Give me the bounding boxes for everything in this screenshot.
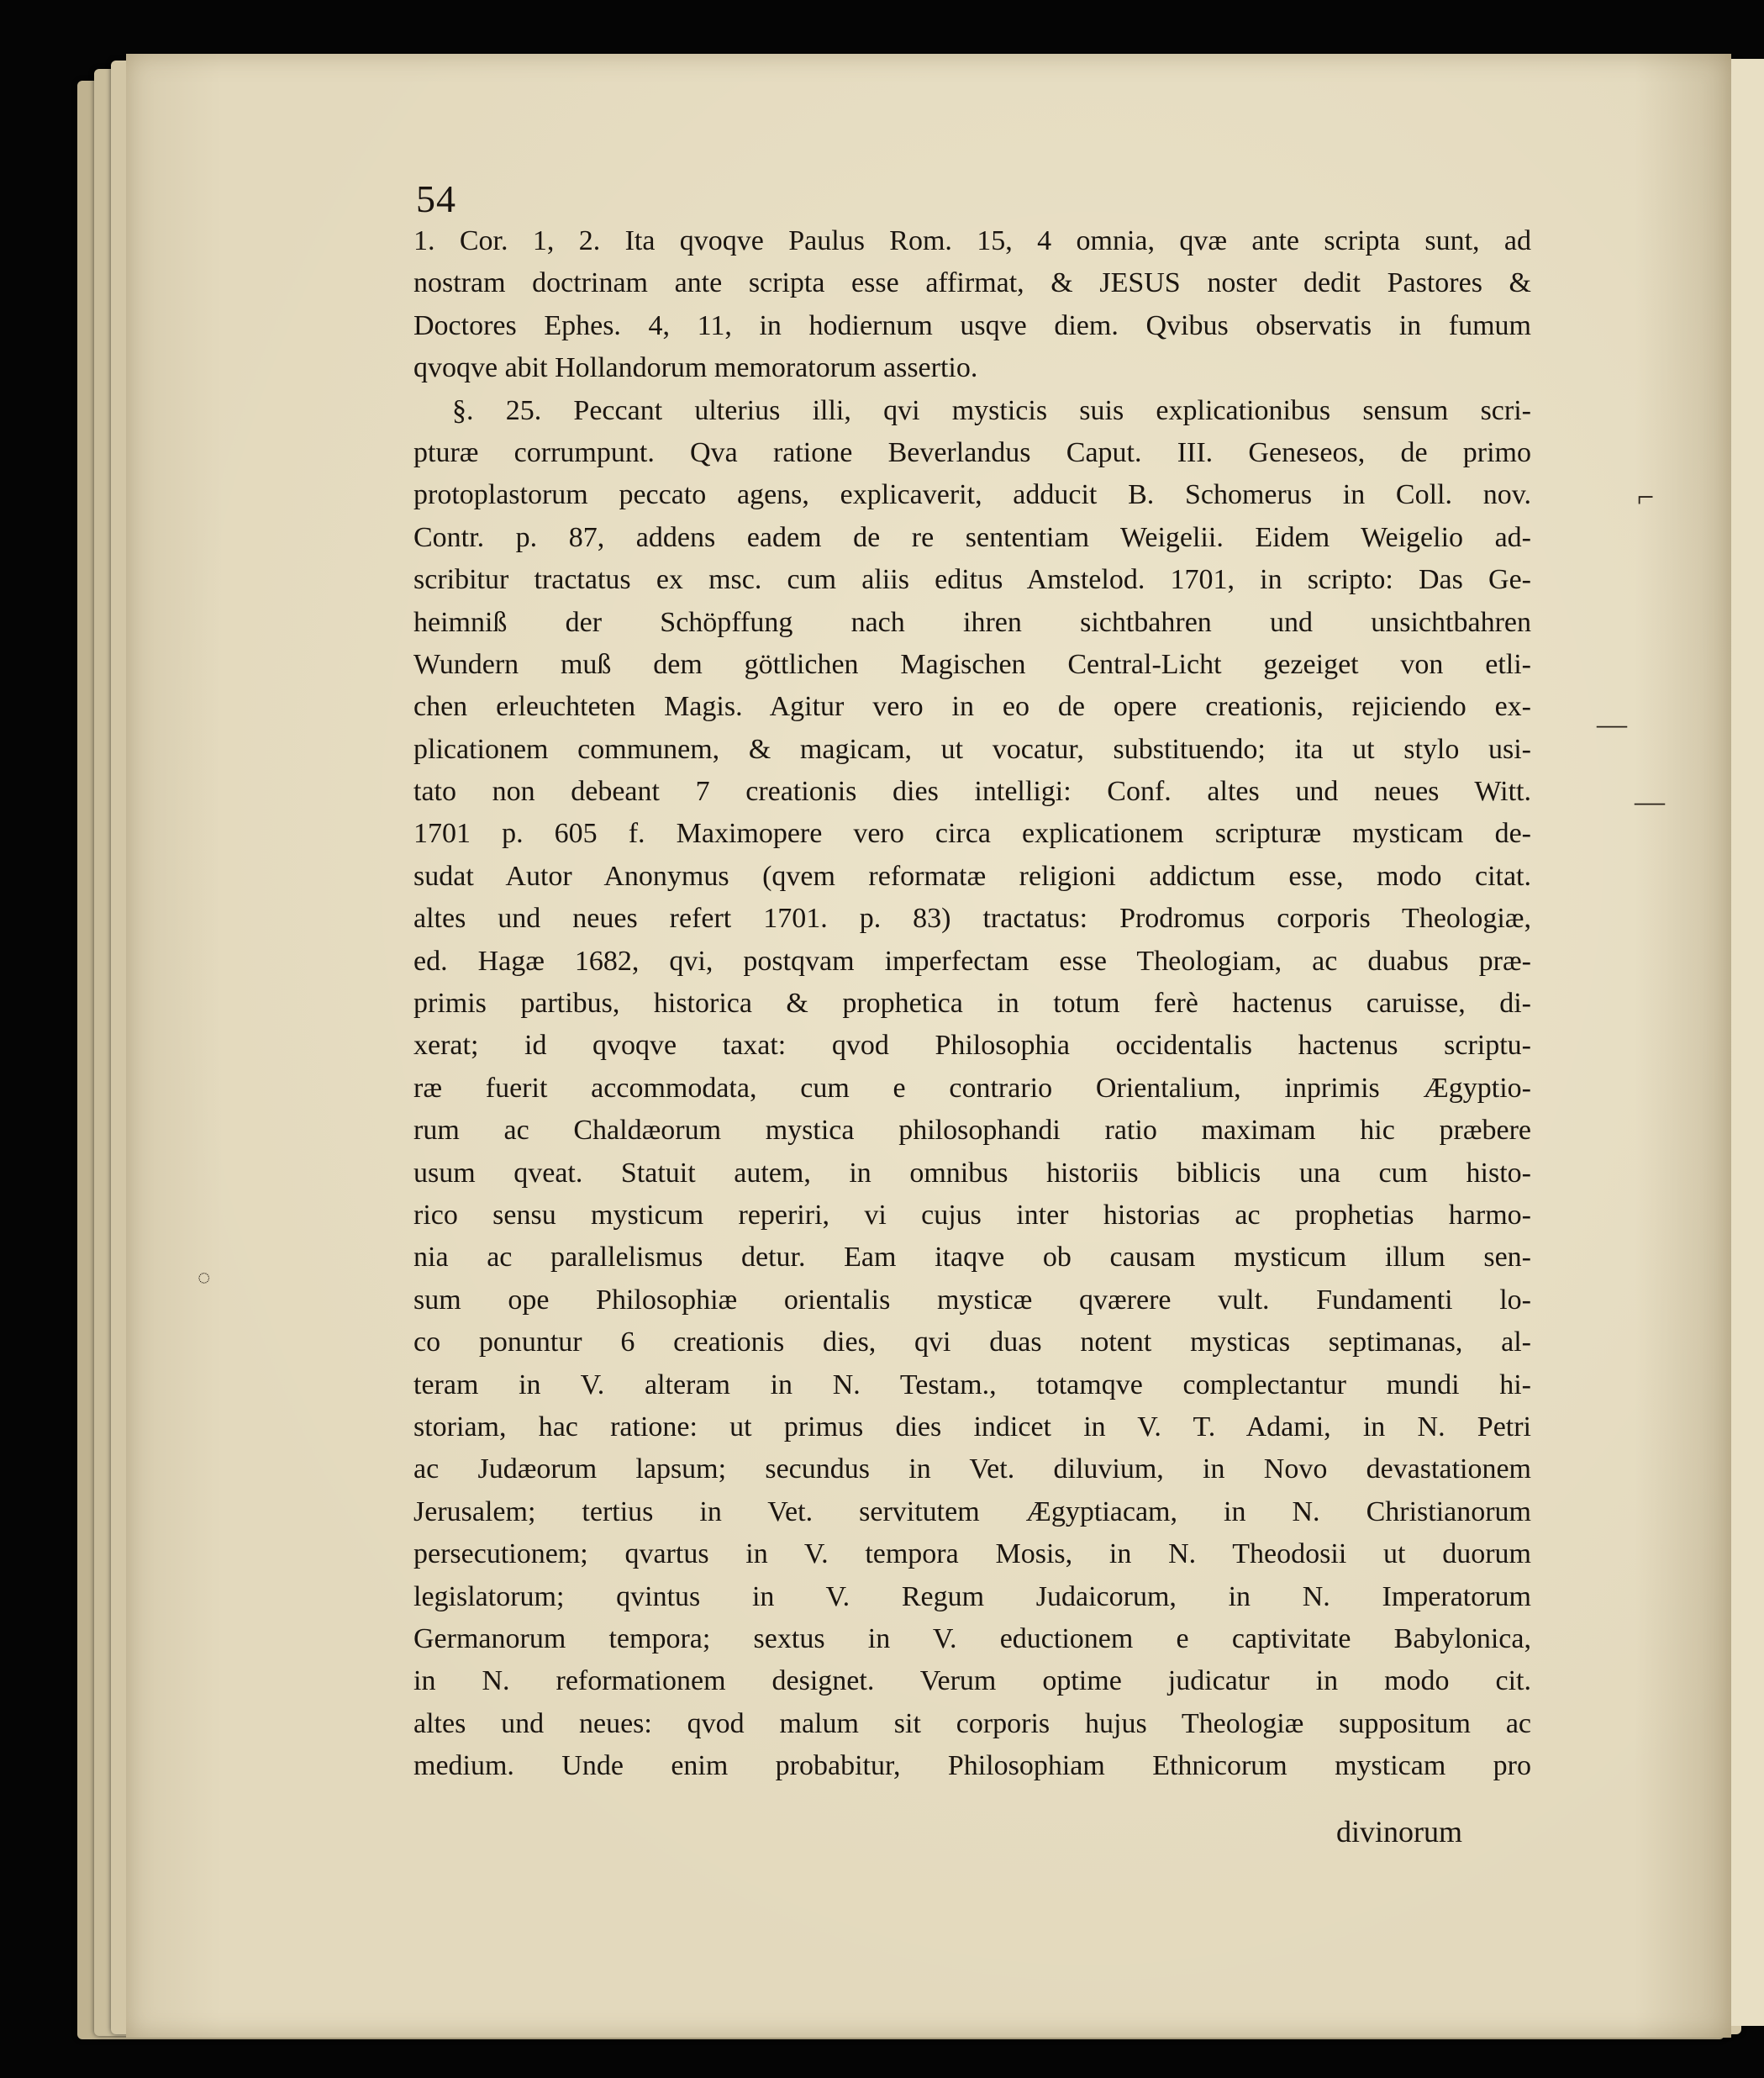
text-line: heimniß der Schöpffung nach ihren sichtbahren und unsichtbahren xyxy=(413,606,1531,638)
text-line: nia ac parallelismus detur. Eam itaqve ob causam mysticum illum sen- xyxy=(413,1242,1531,1274)
text-line: scribitur tractatus ex msc. cum aliis editus Amstelod. 1701, in scripto: Das Ge- xyxy=(413,564,1531,596)
text-line: ræ fuerit accommodata, cum e contrario Orientalium, inprimis Ægyptio- xyxy=(413,1072,1531,1104)
paragraph-start-line: §. 25. Peccant ulterius illi, qvi mysticis suis explicationibus sensum scri- xyxy=(452,394,1531,426)
text-line: Doctores Ephes. 4, 11, in hodiernum usqve diem. Qvibus observatis in fumum xyxy=(413,309,1531,341)
text-line: co ponuntur 6 creationis dies, qvi duas notent mysticas septimanas, al- xyxy=(413,1326,1531,1358)
text-line: Contr. p. 87, addens eadem de re sententiam Weigelii. Eidem Weigelio ad- xyxy=(413,521,1531,553)
margin-mark-icon: ◌ xyxy=(197,1265,211,1290)
margin-mark-icon: — xyxy=(1635,784,1665,818)
text-line: Wundern muß dem göttlichen Magischen Central-Licht gezeiget von etli- xyxy=(413,648,1531,680)
catchword: divinorum xyxy=(1336,1815,1462,1849)
text-line: storiam, hac ratione: ut primus dies indicet in V. T. Adami, in N. Petri xyxy=(413,1411,1531,1442)
page-number: 54 xyxy=(416,177,456,220)
text-line: ed. Hagæ 1682, qvi, postqvam imperfectam esse Theologiam, ac duabus præ- xyxy=(413,945,1531,977)
text-line: chen erleuchteten Magis. Agitur vero in eo de opere creationis, rejiciendo ex- xyxy=(413,691,1531,723)
margin-mark-icon: ⌐ xyxy=(1637,480,1655,514)
text-line: legislatorum; qvintus in V. Regum Judaicorum, in N. Imperatorum xyxy=(413,1580,1531,1612)
text-line: Jerusalem; tertius in Vet. servitutem Ægyptiacam, in N. Christianorum xyxy=(413,1495,1531,1527)
text-line: Germanorum tempora; sextus in V. eductionem e captivitate Babylonica, xyxy=(413,1622,1531,1654)
text-line: nostram doctrinam ante scripta esse affirmat, & JESUS noster dedit Pastores & xyxy=(413,267,1531,299)
margin-mark-icon: — xyxy=(1597,707,1627,741)
text-line: usum qveat. Statuit autem, in omnibus historiis biblicis una cum histo- xyxy=(413,1157,1531,1189)
body-text xyxy=(413,220,1531,1787)
text-line: in N. reformationem designet. Verum optime judicatur in modo cit. xyxy=(413,1665,1531,1697)
text-line: tato non debeant 7 creationis dies intelligi: Conf. altes und neues Witt. xyxy=(413,776,1531,808)
text-line: xerat; id qvoqve taxat: qvod Philosophia occidentalis hactenus scriptu- xyxy=(413,1030,1531,1062)
text-line: sudat Autor Anonymus (qvem reformatæ religioni addictum esse, modo citat. xyxy=(413,860,1531,892)
text-line: ac Judæorum lapsum; secundus in Vet. diluvium, in Novo devastationem xyxy=(413,1453,1531,1485)
text-line: plicationem communem, & magicam, ut vocatur, substituendo; ita ut stylo usi- xyxy=(413,733,1531,765)
text-line: teram in V. alteram in N. Testam., totamqve complectantur mundi hi- xyxy=(413,1369,1531,1400)
text-line: altes und neues: qvod malum sit corporis hujus Theologiæ suppositum ac xyxy=(413,1707,1531,1739)
text-line: medium. Unde enim probabitur, Philosophiam Ethnicorum mysticam pro xyxy=(413,1750,1531,1782)
text-line: persecutionem; qvartus in V. tempora Mosis, in N. Theodosii ut duorum xyxy=(413,1538,1531,1570)
text-line: protoplastorum peccato agens, explicaverit, adducit B. Schomerus in Coll. nov. xyxy=(413,479,1531,511)
text-line: 1. Cor. 1, 2. Ita qvoqve Paulus Rom. 15, 4 omnia, qvæ ante scripta sunt, ad xyxy=(413,225,1531,256)
text-line: primis partibus, historica & prophetica in totum ferè hactenus caruisse, di- xyxy=(413,988,1531,1020)
text-line: 1701 p. 605 f. Maximopere vero circa explicationem scripturæ mysticam de- xyxy=(413,818,1531,850)
text-line: altes und neues refert 1701. p. 83) tractatus: Prodromus corporis Theologiæ, xyxy=(413,903,1531,935)
text-line: qvoqve abit Hollandorum memoratorum assertio. xyxy=(413,352,978,384)
text-line: sum ope Philosophiæ orientalis mysticæ qværere vult. Fundamenti lo- xyxy=(413,1284,1531,1316)
text-line: pturæ corrumpunt. Qva ratione Beverlandus Caput. III. Geneseos, de primo xyxy=(413,436,1531,468)
text-line: rum ac Chaldæorum mystica philosophandi ratio maximam hic præbere xyxy=(413,1115,1531,1147)
text-line: rico sensu mysticum reperiri, vi cujus inter historias ac prophetias harmo- xyxy=(413,1199,1531,1231)
